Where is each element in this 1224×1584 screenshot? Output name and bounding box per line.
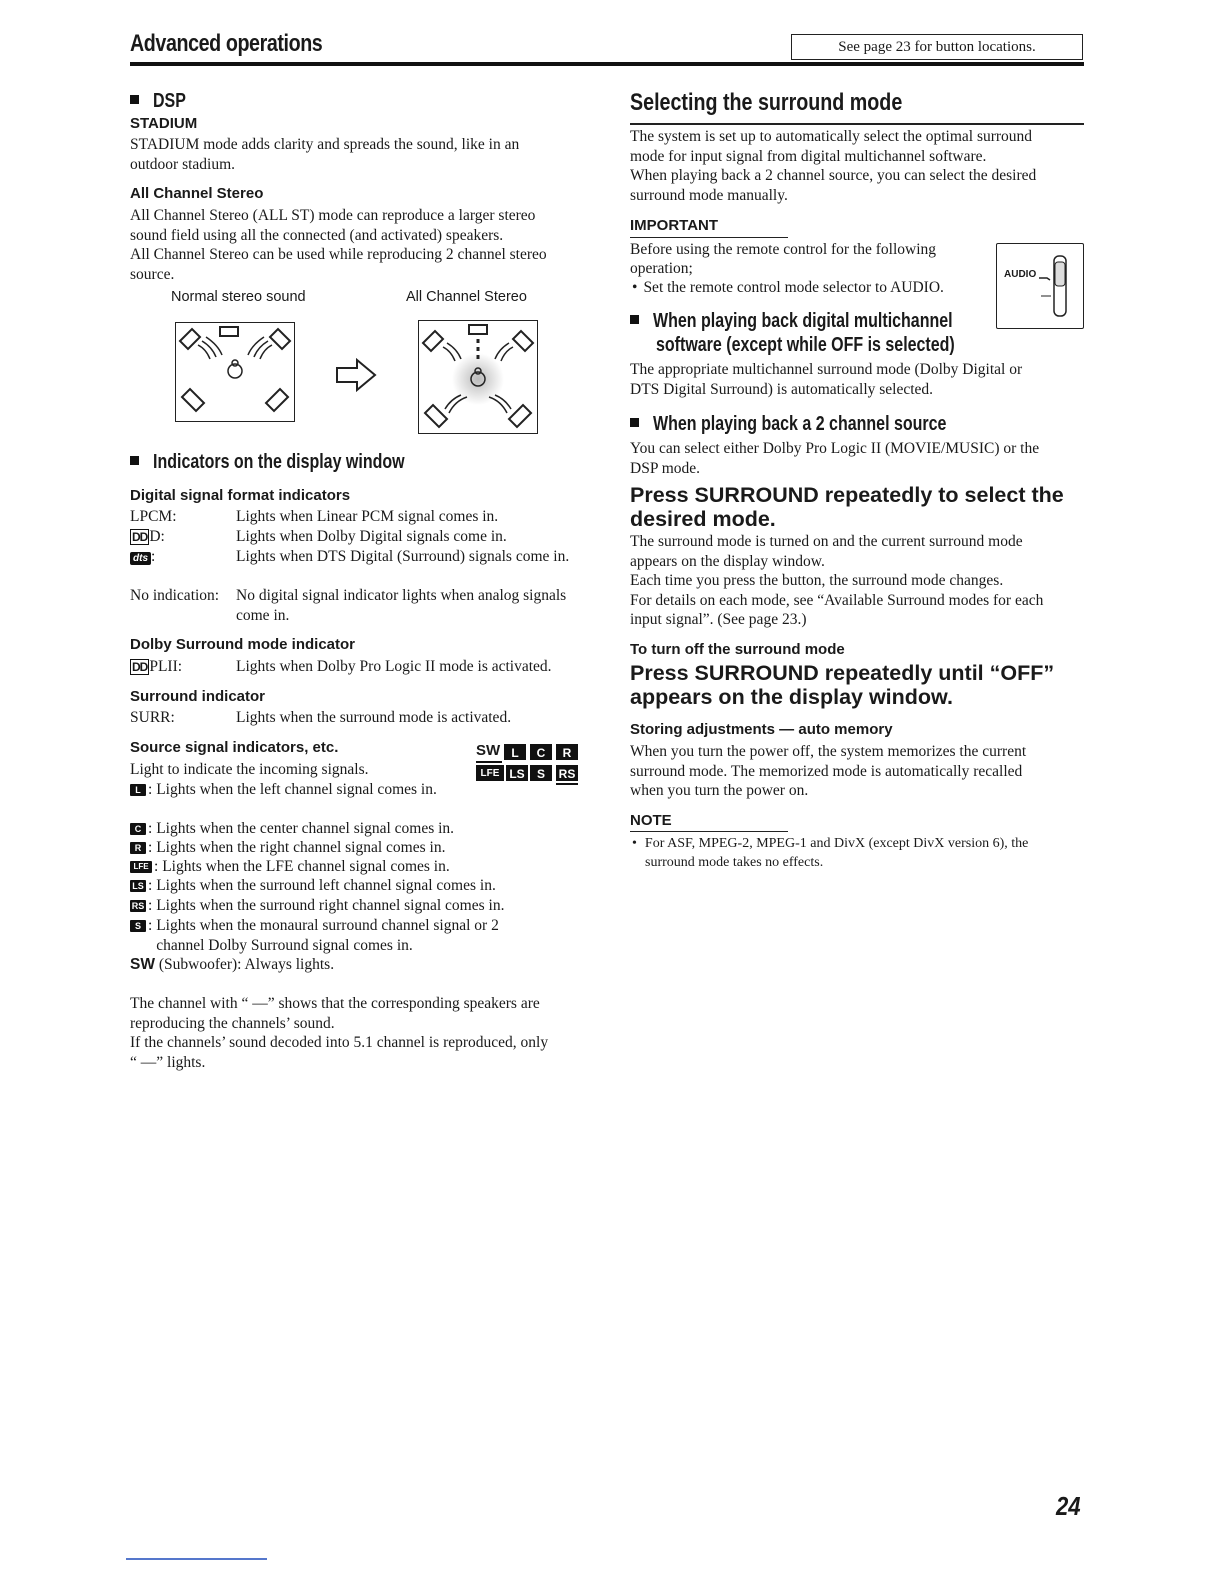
- storing-title: Storing adjustments — auto memory: [630, 721, 893, 738]
- closing-line-3: If the channels’ sound decoded into 5.1 channel is reproduced, only: [130, 1034, 549, 1051]
- storing-line-2: surround mode. The memorized mode is automatically recalled: [630, 763, 1023, 780]
- right-arrow-icon: [335, 358, 377, 392]
- normal-stereo-label: Normal stereo sound: [171, 289, 306, 305]
- panel-sw-label: SW: [476, 742, 501, 759]
- source-row-c: C : Lights when the center channel signal comes in.: [130, 819, 454, 839]
- important-title: IMPORTANT: [630, 217, 719, 234]
- two-channel-line-1: You can select either Dolby Pro Logic II (MOVIE/MUSIC) or the: [630, 440, 1040, 457]
- footnote-rule: [126, 1558, 267, 1560]
- chip-c-icon: C: [130, 823, 146, 835]
- note-title: NOTE: [630, 812, 672, 829]
- all-channel-line-4: source.: [130, 266, 175, 283]
- press1-body-2: appears on the display window.: [630, 553, 825, 570]
- chip-rs-icon: RS: [131, 901, 145, 912]
- sw-row: SW (Subwoofer): Always lights.: [130, 956, 335, 973]
- source-indicator-panel: [346, 741, 576, 781]
- multichannel-line-2: DTS Digital Surround) is automatically selected.: [630, 381, 934, 398]
- surround-heading-rule: [630, 123, 1084, 125]
- important-bullet: • Set the remote control mode selector to AUDIO.: [632, 279, 944, 296]
- source-row-s: S : Lights when the monaural surround channel signal or 2 channel Dolby Surround signal comes in.: [130, 916, 550, 955]
- panel-chip-ls: LS: [506, 765, 528, 781]
- dolby-double-d-icon: DD: [132, 660, 148, 674]
- source-signal-intro: Light to indicate the incoming signals.: [130, 761, 369, 778]
- chip-s-icon: S: [130, 920, 146, 932]
- source-row-l: L : Lights when the left channel signal comes in.: [130, 780, 460, 800]
- manual-page: Advanced operations See page 23 for button locations. DSP STADIUM STADIUM mode adds clarity and spreads the sound, like in an outdoor stadium. All Channel Stereo All Channel Stereo (ALL ST) mode can reproduce a larger stereo sound field using all the connected (and activated) speakers. All Channel Stereo can be used while reproducing 2 channel stereo source. Normal stereo sound All Channel Stereo Indicators on the display window Digital signal format indicators LPCM: Lights when Linear PCM signal comes in. DD D: Lights when Dolby Digital signals come in. dts : Lights when DTS Digital (Surround) signals come in. No indication: No digital signal indicator lights when analog signals come in. Dolby Surround mode indicator DD PLII: Lights when Dolby Pro Logic II mode is activated. Surround indicator SURR: Lights when the surround mode is activated. Source signal indicators, etc. Light to indicate the incoming signals. SW L C R LFE LS S RS L : Lights when the left channel signal comes in. C : Lights when the center channel signal comes in. R : Lights when the right channel signal comes in. LFE : Lights when the LFE channel signal comes in. LS : Lights when the surround left channel signal comes in. RS : Lights when the surround right channel signal comes in. S : Lights when the monaural surround channel signal or 2 channel Dolby Surround signal comes in. SW (Subwoofer): Always lights. The channel with “ —” shows that the corresponding speakers are reproducing the channels’ sound. If the channels’ sound decoded into 5.1 channel is reproduced, only “ —” lights. Selecting the surround mode The system is set up to automatically select the optimal surround mode for input signal from digital multichannel software. When playing back a 2 channel source, you can select the desired surround mode manually. IMPORTANT Before using the remote control for the following operation; • Set the remote control mode selector to AUDIO. AUDIO When playing back digital multichannel software (except while OFF is selected) The appropriate multichannel surround mode (Dolby Digital or DTS Digital Surround) is automatically selected. When playing back a 2 channel source You can select either Dolby Pro Logic II (MOVIE/MUSIC) or the DSP mode. Press SURROUND repeatedly to select the desired mode. The surround mode is turned on and the current surround mode appears on the display window. Each time you press the button, the surround mode changes. For details on each mode, see “Available Surround modes for each input signal”. (See page 23.) To turn off the surround mode Press SURROUND repeatedly until “OFF” appears on the display window. Storing adjustments — auto memory When you turn the power off, the system memorizes the current surround mode. The memorized mode is automatically recalled when you turn the power on. NOTE • For ASF, MPEG-2, MPEG-1 and DivX (except DivX version 6), the surround mode takes no effects. 24: [0, 0, 1224, 1584]
- intro-line-2: mode for input signal from digital multichannel software.: [630, 148, 987, 165]
- panel-chip-s: S: [530, 765, 552, 781]
- surround-section-heading: Selecting the surround mode: [630, 89, 903, 116]
- all-channel-title: All Channel Stereo: [130, 185, 264, 202]
- important-line-1: Before using the remote control for the following: [630, 241, 937, 258]
- square-bullet-icon: [630, 315, 639, 324]
- square-bullet-icon: [130, 456, 139, 465]
- two-channel-heading: When playing back a 2 channel source: [630, 413, 1020, 436]
- panel-dash-rs: [556, 783, 578, 785]
- storing-line-3: when you turn the power on.: [630, 782, 809, 799]
- dolby-surround-title: Dolby Surround mode indicator: [130, 636, 356, 653]
- chip-ls-icon: LS: [130, 880, 146, 892]
- press1-body-4: For details on each mode, see “Available Surround modes for each: [630, 592, 1044, 609]
- all-channel-line-3: All Channel Stereo can be used while reproducing 2 channel stereo: [130, 246, 547, 263]
- note-rule: [630, 831, 788, 832]
- two-channel-line-2: DSP mode.: [630, 460, 701, 477]
- important-line-2: operation;: [630, 260, 693, 277]
- square-bullet-icon: [130, 95, 139, 104]
- surround-indicator-title: Surround indicator: [130, 688, 265, 705]
- intro-line-3: When playing back a 2 channel source, you can select the desired: [630, 167, 1037, 184]
- stadium-line-1: STADIUM mode adds clarity and spreads the sound, like in an: [130, 136, 520, 153]
- page-number: 24: [1056, 1491, 1081, 1521]
- digital-format-title: Digital signal format indicators: [130, 487, 351, 504]
- audio-label: AUDIO: [1004, 269, 1037, 280]
- stadium-line-2: outdoor stadium.: [130, 156, 236, 173]
- chip-r-icon: R: [130, 842, 146, 854]
- panel-chip-lfe: LFE: [476, 765, 504, 781]
- press1-body-5: input signal”. (See page 23.): [630, 611, 807, 628]
- button-locations-reference: See page 23 for button locations.: [791, 34, 1083, 60]
- press-surround-instruction-2: Press SURROUND repeatedly until “OFF”: [630, 661, 1055, 685]
- all-channel-line-2: sound field using all the connected (and activated) speakers.: [130, 227, 504, 244]
- closing-line-2: reproducing the channels’ sound.: [130, 1015, 335, 1032]
- normal-stereo-diagram: [175, 322, 295, 422]
- panel-chip-c: C: [530, 744, 552, 760]
- important-rule: [630, 237, 788, 238]
- turn-off-title: To turn off the surround mode: [630, 641, 845, 658]
- closing-line-4: “ —” lights.: [130, 1054, 206, 1071]
- page-header-title: Advanced operations: [130, 30, 323, 57]
- panel-chip-l: L: [504, 744, 526, 760]
- intro-line-1: The system is set up to automatically select the optimal surround: [630, 128, 1033, 145]
- source-row-rs: RS : Lights when the surround right channel signal comes in.: [131, 897, 505, 914]
- chip-lfe-icon: LFE: [130, 861, 152, 873]
- all-channel-stereo-diagram: [418, 320, 538, 434]
- press-surround-instruction-2b: appears on the display window.: [630, 685, 953, 709]
- source-row-ls: LS : Lights when the surround left channel signal comes in.: [130, 876, 496, 896]
- header-rule: [130, 62, 1084, 66]
- multichannel-line-1: The appropriate multichannel surround mode (Dolby Digital or: [630, 361, 1023, 378]
- note-line-2: surround mode takes no effects.: [645, 855, 824, 870]
- closing-line-1: The channel with “ —” shows that the corresponding speakers are: [130, 995, 540, 1012]
- panel-chip-rs: RS: [556, 765, 578, 781]
- panel-chip-r: R: [556, 744, 578, 760]
- press-surround-instruction-1b: desired mode.: [630, 507, 776, 531]
- panel-dash-lfe: [476, 761, 502, 763]
- square-bullet-icon: [630, 418, 639, 427]
- source-row-lfe: LFE : Lights when the LFE channel signal comes in.: [130, 857, 450, 877]
- chip-l-icon: L: [130, 784, 146, 796]
- dts-logo-icon: dts: [130, 552, 151, 565]
- indicators-heading: Indicators on the display window: [130, 451, 467, 474]
- intro-line-4: surround mode manually.: [630, 187, 788, 204]
- multichannel-heading: When playing back digital multichannel: [630, 310, 1028, 333]
- all-channel-line-1: All Channel Stereo (ALL ST) mode can reproduce a larger stereo: [130, 207, 536, 224]
- dsp-heading: DSP: [130, 90, 194, 113]
- note-line-1: • For ASF, MPEG-2, MPEG-1 and DivX (except DivX version 6), the: [632, 836, 1029, 851]
- mode-selector-switch-icon: [1037, 252, 1079, 324]
- source-row-r: R : Lights when the right channel signal comes in.: [130, 838, 445, 858]
- all-channel-stereo-label: All Channel Stereo: [406, 289, 527, 305]
- source-signal-title: Source signal indicators, etc.: [130, 739, 339, 756]
- multichannel-heading-line-2: software (except while OFF is selected): [656, 334, 955, 356]
- dolby-double-d-icon: DD: [132, 530, 148, 544]
- press1-body-3: Each time you press the button, the surround mode changes.: [630, 572, 1004, 589]
- press-surround-instruction-1: Press SURROUND repeatedly to select the: [630, 483, 1064, 507]
- press1-body-1: The surround mode is turned on and the current surround mode: [630, 533, 1023, 550]
- storing-line-1: When you turn the power off, the system memorizes the current: [630, 743, 1027, 760]
- stadium-title: STADIUM: [130, 115, 198, 132]
